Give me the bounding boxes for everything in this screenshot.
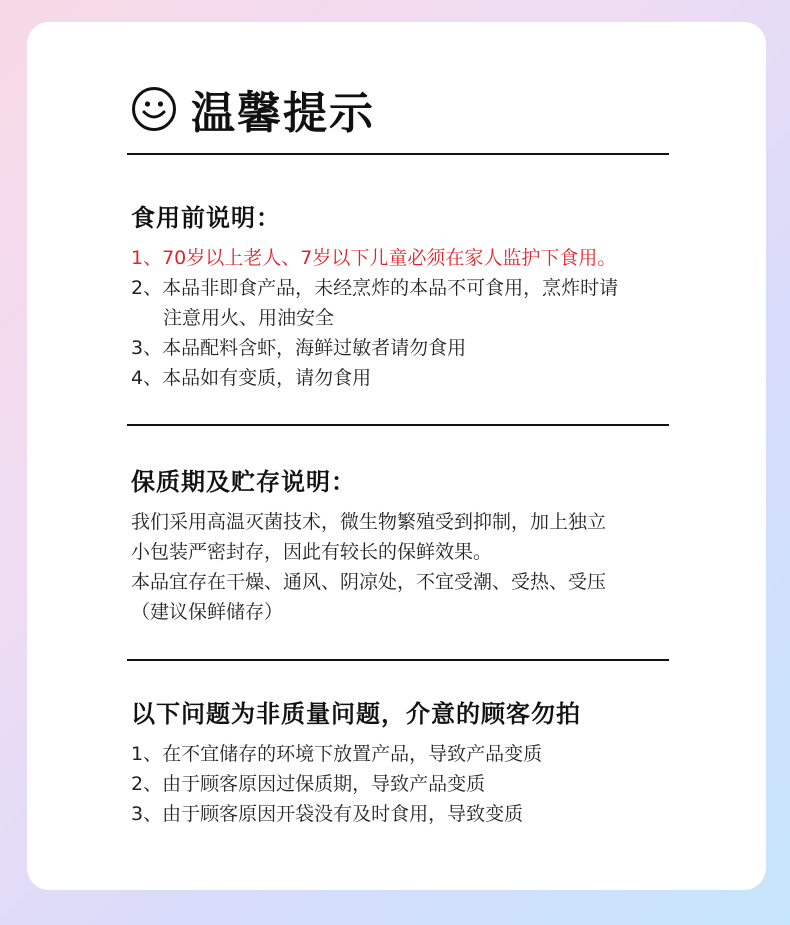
usage-section — [131, 198, 711, 393]
storage-line-3: 本品宜存在干燥、通风、阴凉处，不宜受潮、受热、受压 — [131, 571, 607, 593]
usage-item-2-cont: 注意用火、用油安全 — [163, 307, 335, 329]
storage-title: 保质期及贮存说明： — [131, 468, 356, 496]
issues-item-1: 1、在不宜储存的环境下放置产品，导致产品变质 — [131, 743, 543, 765]
usage-title: 食用前说明： — [131, 204, 281, 232]
usage-item-2: 2、本品非即食产品，未经烹炸的本品不可食用，烹炸时请 — [131, 277, 619, 299]
divider — [127, 153, 669, 155]
issues-item-2: 2、由于顾客原因过保质期，导致产品变质 — [131, 773, 486, 795]
usage-item-4: 4、本品如有变质，请勿食用 — [131, 367, 372, 389]
usage-item-3: 3、本品配料含虾，海鲜过敏者请勿食用 — [131, 337, 467, 359]
storage-line-4: （建议保鲜储存） — [131, 601, 284, 623]
notice-card — [27, 22, 766, 890]
issues-section — [131, 694, 711, 829]
issues-item-3: 3、由于顾客原因开袋没有及时食用，导致变质 — [131, 803, 524, 825]
usage-item-1: 1、70岁以上老人、7岁以下儿童必须在家人监护下食用。 — [131, 247, 617, 269]
storage-line-1: 我们采用高温灭菌技术，微生物繁殖受到抑制，加上独立 — [131, 511, 607, 533]
divider — [127, 424, 669, 426]
smiley-icon — [131, 86, 177, 132]
divider — [127, 659, 669, 661]
header — [131, 78, 375, 140]
storage-section — [131, 462, 711, 627]
storage-line-2: 小包装严密封存，因此有较长的保鲜效果。 — [131, 541, 493, 563]
issues-title: 以下问题为非质量问题，介意的顾客勿拍 — [131, 700, 581, 728]
page-title: 温馨提示 — [191, 88, 375, 139]
